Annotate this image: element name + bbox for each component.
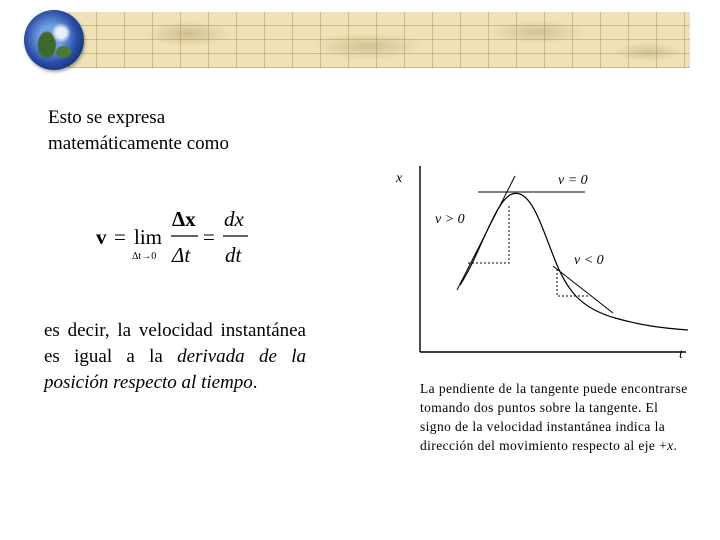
caption-text: La pendiente de la tangente puede encontrarse tomando dos puntos sobre la tangente. El signo de la velocidad instantánea indica la dirección del movimiento respecto al eje + — [420, 381, 688, 453]
formula-lim: lim — [134, 225, 163, 249]
formula-num-2: dx — [224, 207, 244, 231]
velocity-formula — [92, 200, 262, 270]
definition-paragraph — [44, 318, 306, 396]
formula-lim-sub: Δt→0 — [132, 251, 157, 262]
label-v-negative: v < 0 — [574, 253, 604, 268]
intro-line-2: matemáticamente como — [48, 133, 229, 154]
header-banner — [68, 12, 690, 68]
tangent-falling — [553, 266, 613, 313]
formula-equals-1: = — [114, 225, 126, 249]
caption-axis: x — [667, 438, 674, 453]
paragraph-italic: derivada de la posición respecto al tiempo — [44, 346, 306, 393]
intro-text — [48, 105, 308, 157]
tangent-rising — [457, 176, 515, 290]
formula-lhs: v — [96, 225, 107, 249]
formula-equals-2: = — [203, 225, 215, 249]
formula-den-2: dt — [225, 243, 242, 267]
position-time-graph — [390, 160, 690, 365]
globe-icon — [24, 10, 84, 70]
formula-den-1: Δt — [172, 243, 191, 267]
caption-end: . — [673, 438, 678, 453]
intro-line-1: Esto se expresa — [48, 107, 166, 128]
y-axis-label: x — [396, 171, 403, 186]
paragraph-text: es decir, la velocidad instantánea es igual a la — [44, 320, 306, 367]
paragraph-end: . — [252, 372, 258, 393]
x-axis-label: t — [679, 347, 683, 362]
label-v-positive: v > 0 — [435, 212, 465, 227]
slope-triangle-rising — [468, 204, 509, 263]
label-v-zero: v = 0 — [558, 173, 588, 188]
graph-caption — [420, 379, 688, 455]
formula-num-1: Δx — [172, 207, 196, 231]
